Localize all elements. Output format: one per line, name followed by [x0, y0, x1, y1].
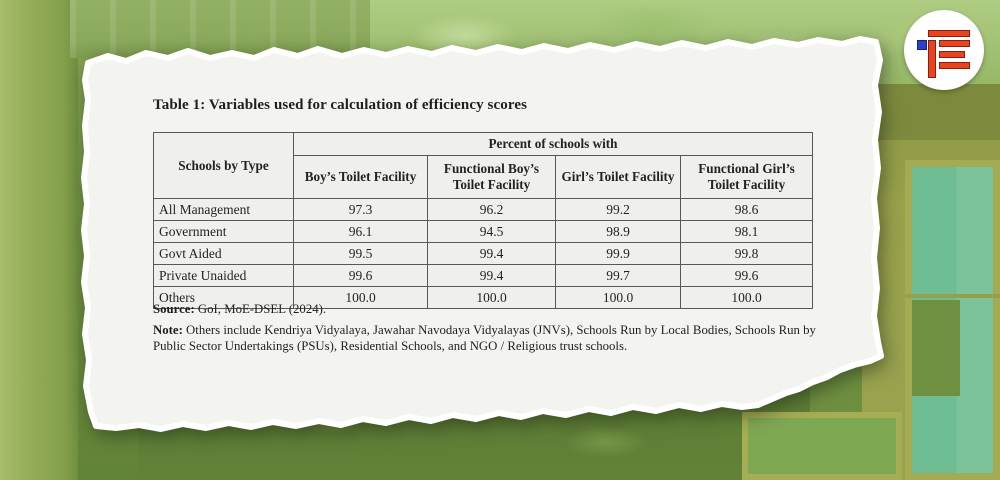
cell-value: 99.6	[294, 265, 428, 287]
column-header: Functional Girl’s Toilet Facility	[681, 156, 813, 199]
note-text: Others include Kendriya Vidyalaya, Jawahar Navodaya Vidyalayas (JNVs), Schools Run by Local Bodies, Schools Run by Public Sector Undertakings (PSUs), Residential Schools, and NGO / Religious trust schools.	[153, 323, 816, 353]
logo-dot-icon	[917, 40, 927, 50]
logo-stem	[928, 40, 936, 78]
table-row	[154, 221, 813, 243]
group-header: Percent of schools with	[294, 133, 813, 156]
cell-value: 94.5	[428, 221, 556, 243]
column-header: Girl’s Toilet Facility	[556, 156, 681, 199]
source-text: GoI, MoE-DSEL (2024).	[194, 302, 327, 316]
source-label: Source:	[153, 302, 195, 316]
column-header: Boy’s Toilet Facility	[294, 156, 428, 199]
logo-bar-top	[928, 30, 970, 37]
row-label: Others	[154, 287, 294, 309]
table-row	[154, 243, 813, 265]
cell-value: 96.2	[428, 199, 556, 221]
cell-value: 98.9	[556, 221, 681, 243]
cell-value: 100.0	[428, 287, 556, 309]
note-line	[153, 323, 821, 354]
cell-value: 99.9	[556, 243, 681, 265]
cell-value: 99.6	[681, 265, 813, 287]
cell-value: 99.4	[428, 265, 556, 287]
efficiency-variables-table	[153, 132, 813, 309]
logo-bar-bottom	[939, 62, 970, 69]
table-row	[154, 199, 813, 221]
source-line	[153, 302, 326, 317]
cell-value: 100.0	[681, 287, 813, 309]
corner-header: Schools by Type	[154, 133, 294, 199]
cell-value: 99.4	[428, 243, 556, 265]
row-label: Private Unaided	[154, 265, 294, 287]
table-row	[154, 265, 813, 287]
note-label: Note:	[153, 323, 183, 337]
cell-value: 99.2	[556, 199, 681, 221]
cell-value: 100.0	[294, 287, 428, 309]
cell-value: 99.5	[294, 243, 428, 265]
cell-value: 97.3	[294, 199, 428, 221]
cell-value: 98.6	[681, 199, 813, 221]
cell-value: 99.7	[556, 265, 681, 287]
brand-logo	[904, 10, 984, 90]
row-label: Govt Aided	[154, 243, 294, 265]
table-title: Table 1: Variables used for calculation of efficiency scores	[153, 97, 528, 113]
table-group-header-row	[154, 133, 813, 156]
column-header: Functional Boy’s Toilet Facility	[428, 156, 556, 199]
cell-value: 100.0	[556, 287, 681, 309]
cell-value: 99.8	[681, 243, 813, 265]
row-label: All Management	[154, 199, 294, 221]
cell-value: 98.1	[681, 221, 813, 243]
logo-bar-upper	[939, 40, 970, 47]
table-body	[154, 199, 813, 309]
row-label: Government	[154, 221, 294, 243]
cell-value: 96.1	[294, 221, 428, 243]
logo-bar-middle	[939, 51, 965, 58]
